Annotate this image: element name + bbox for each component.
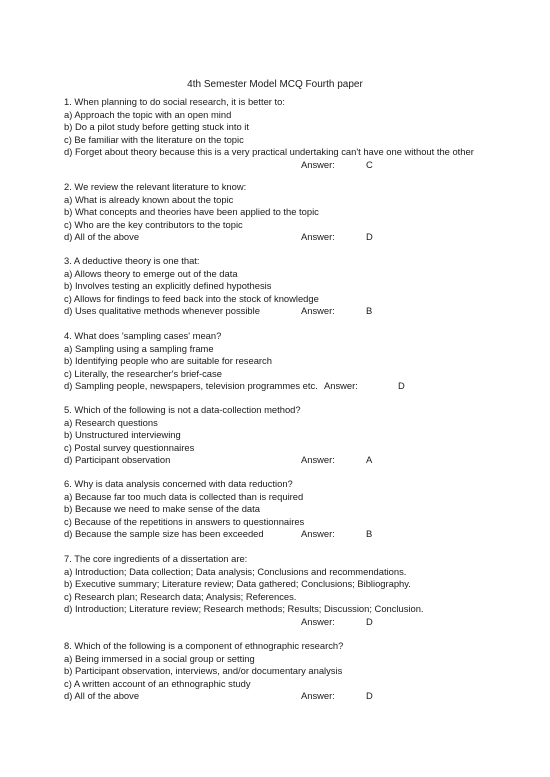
option-text: a) Approach the topic with an open mind — [64, 108, 232, 120]
option-text: b) Involves testing an explicitly defined hypothesis — [64, 280, 272, 291]
option-b — [64, 206, 504, 219]
option-text: b) Executive summary; Literature review; Data gathered; Conclusions; Bibliography. — [64, 578, 411, 589]
option-c — [64, 134, 504, 147]
answer-value: D — [398, 380, 405, 391]
option-a — [64, 109, 504, 122]
option-d — [64, 380, 504, 393]
question-text: 5. Which of the following is not a data-collection method? — [64, 404, 301, 415]
option-d — [64, 603, 504, 616]
question-1 — [64, 96, 504, 171]
option-b — [64, 121, 504, 134]
option-b — [64, 280, 504, 293]
option-b — [64, 503, 504, 516]
option-text: c) Literally, the researcher's brief-case — [64, 367, 222, 379]
option-c — [64, 293, 504, 306]
option-d — [64, 305, 504, 318]
question-2 — [64, 181, 504, 244]
question-5 — [64, 404, 504, 467]
option-b — [64, 429, 504, 442]
question-4 — [64, 330, 504, 393]
option-text: c) Postal survey questionnaires — [64, 441, 195, 453]
question-text: 4. What does 'sampling cases' mean? — [64, 330, 222, 341]
question-6 — [64, 478, 504, 541]
answer-label: Answer: — [301, 690, 335, 701]
option-d — [64, 690, 504, 703]
option-text: a) Introduction; Data collection; Data analysis; Conclusions and recommendations. — [64, 565, 407, 577]
option-a — [64, 653, 504, 666]
option-b — [64, 665, 504, 678]
option-text: a) Research questions — [64, 416, 158, 428]
option-text: a) Because far too much data is collected than is required — [64, 490, 304, 502]
option-text: d) Introduction; Literature review; Research methods; Results; Discussion; Conclusion. — [64, 603, 424, 614]
question-text: 1. When planning to do social research, it is better to: — [64, 96, 285, 107]
option-a — [64, 417, 504, 430]
option-text: d) Because the sample size has been exceeded — [64, 528, 264, 539]
answer-label: Answer: — [301, 231, 335, 242]
option-c — [64, 516, 504, 529]
option-text: c) Because of the repetitions in answers to questionnaires — [64, 515, 305, 527]
option-c — [64, 591, 504, 604]
option-b — [64, 578, 504, 591]
option-text: c) Be familiar with the literature on the topic — [64, 133, 244, 145]
option-a — [64, 491, 504, 504]
option-text: d) Forget about theory because this is a very practical undertaking can't have one without the other — [64, 146, 474, 157]
option-b — [64, 355, 504, 368]
answer-label: Answer: — [301, 615, 335, 627]
option-c — [64, 368, 504, 381]
option-a — [64, 268, 504, 281]
option-text: d) Participant observation — [64, 454, 171, 465]
answer-value: D — [366, 690, 373, 701]
answer-value: A — [366, 454, 373, 465]
question-8 — [64, 640, 504, 703]
answer-line — [64, 616, 504, 629]
answer-label: Answer: — [301, 305, 335, 316]
answer-value: D — [366, 231, 373, 242]
option-text: a) Allows theory to emerge out of the data — [64, 267, 238, 279]
option-text: b) What concepts and theories have been applied to the topic — [64, 206, 319, 217]
option-text: d) All of the above — [64, 231, 140, 242]
answer-label: Answer: — [301, 528, 335, 539]
question-text: 2. We review the relevant literature to know: — [64, 181, 247, 192]
answer-value: B — [366, 305, 373, 316]
option-text: a) Being immersed in a social group or setting — [64, 652, 255, 664]
question-3 — [64, 255, 504, 318]
option-text: d) Uses qualitative methods whenever possible — [64, 305, 260, 316]
answer-label: Answer: — [324, 380, 358, 391]
option-c — [64, 219, 504, 232]
option-text: b) Do a pilot study before getting stuck into it — [64, 121, 249, 132]
option-text: c) Research plan; Research data; Analysis; References. — [64, 590, 297, 602]
option-text: b) Unstructured interviewing — [64, 429, 181, 440]
answer-value: C — [366, 158, 373, 170]
option-c — [64, 678, 504, 691]
option-d — [64, 528, 504, 541]
answer-label: Answer: — [301, 454, 335, 465]
option-text: a) What is already known about the topic — [64, 193, 234, 205]
option-d — [64, 231, 504, 244]
option-d — [64, 146, 504, 159]
option-text: a) Sampling using a sampling frame — [64, 342, 214, 354]
answer-label: Answer: — [301, 158, 335, 170]
option-text: c) Who are the key contributors to the topic — [64, 218, 243, 230]
option-text: d) All of the above — [64, 690, 140, 701]
option-c — [64, 442, 504, 455]
question-text: 6. Why is data analysis concerned with data reduction? — [64, 478, 293, 489]
option-a — [64, 566, 504, 579]
answer-line — [64, 159, 504, 172]
question-text: 7. The core ingredients of a dissertation are: — [64, 553, 248, 564]
question-7 — [64, 553, 504, 628]
option-text: d) Sampling people, newspapers, television programmes etc. — [64, 380, 318, 391]
option-text: b) Participant observation, interviews, and/or documentary analysis — [64, 665, 343, 676]
option-text: c) A written account of an ethnographic study — [64, 677, 251, 689]
option-a — [64, 194, 504, 207]
answer-value: B — [366, 528, 373, 539]
question-text: 8. Which of the following is a component of ethnographic research? — [64, 640, 344, 651]
answer-value: D — [366, 615, 373, 627]
document-title: 4th Semester Model MCQ Fourth paper — [187, 79, 363, 90]
option-a — [64, 343, 504, 356]
option-text: b) Identifying people who are suitable for research — [64, 355, 272, 366]
option-text: b) Because we need to make sense of the data — [64, 503, 260, 514]
option-text: c) Allows for findings to feed back into the stock of knowledge — [64, 292, 319, 304]
option-d — [64, 454, 504, 467]
question-text: 3. A deductive theory is one that: — [64, 255, 200, 266]
